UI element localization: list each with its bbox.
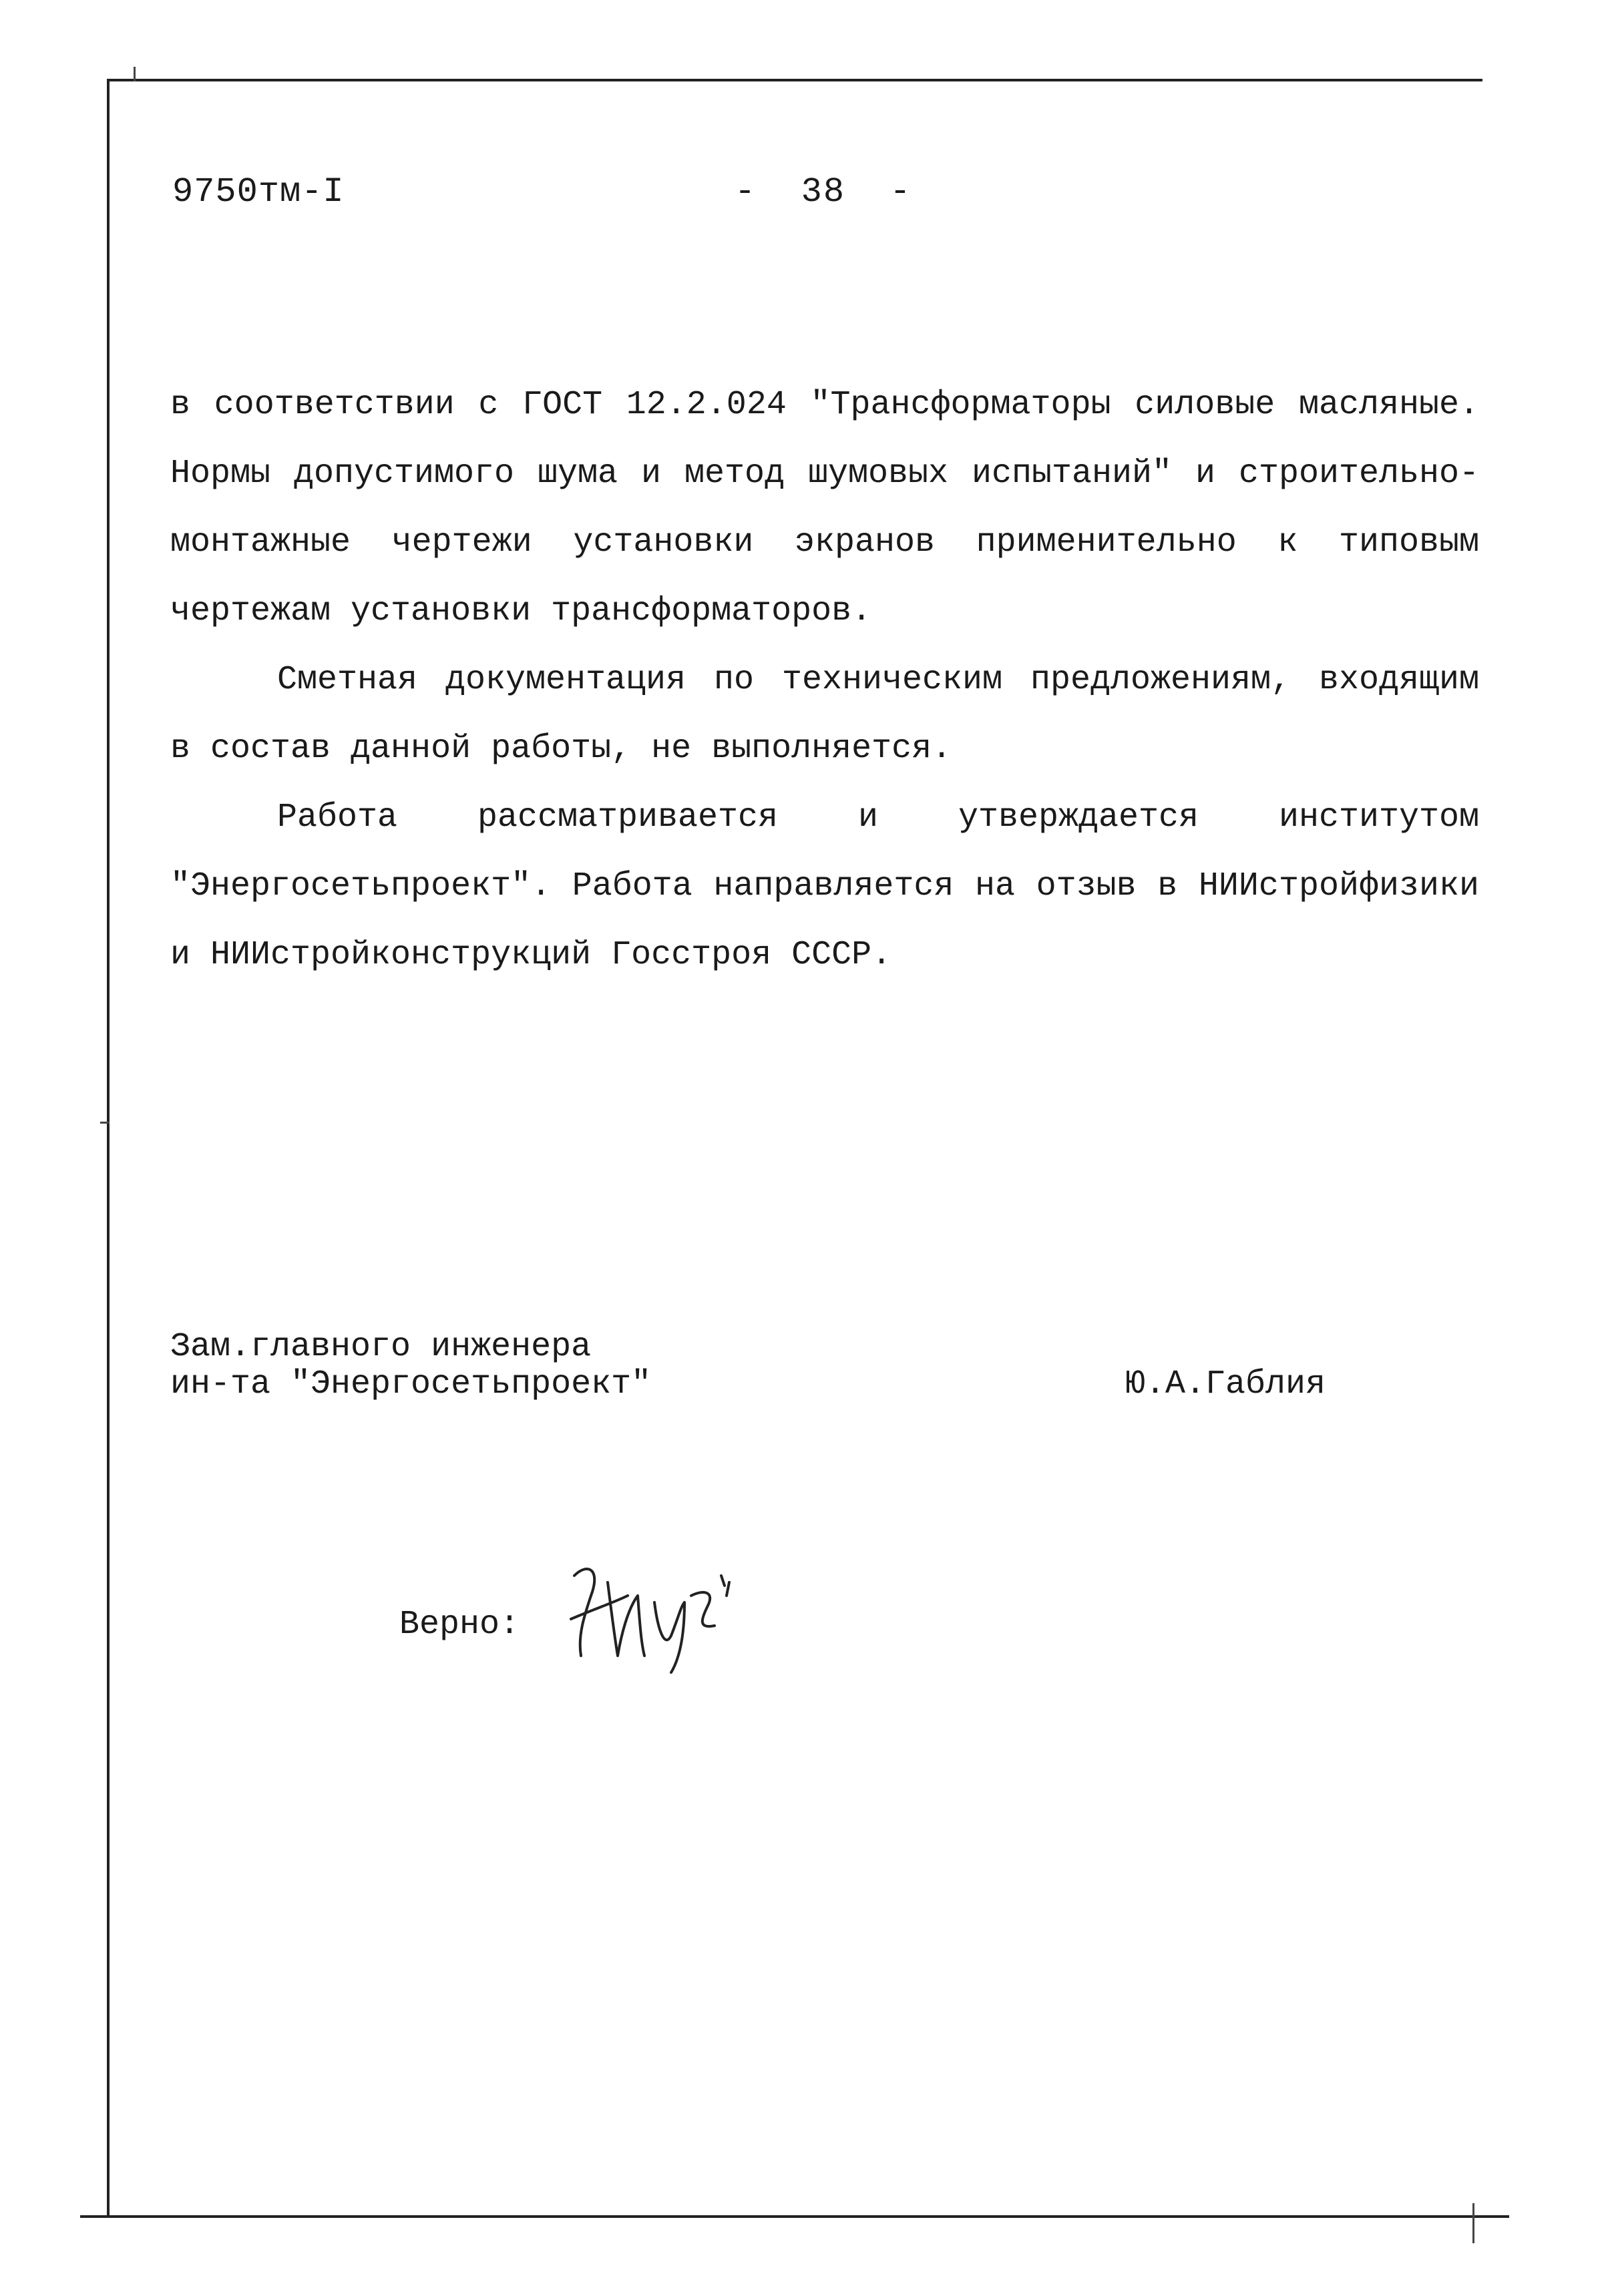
page-frame-top-line (107, 79, 1482, 81)
body-paragraph-1: в соответствии с ГОСТ 12.2.024 "Трансформаторы силовые масляные. Нормы допустимого шума и метод шумовых испытаний" и строительно-монтажные чертежи установки экранов применительно к типовым чертежам установки трансформаторов. (170, 386, 1479, 630)
margin-tick-mark (100, 1122, 110, 1124)
page-frame-bottom-line (80, 2215, 1509, 2218)
certification-label: Верно: (399, 1606, 520, 1644)
margin-tick-mark (1472, 2203, 1474, 2243)
document-body (170, 371, 1479, 989)
page-frame-left-line (107, 79, 110, 2217)
signatory-title-line-2: ин-та "Энергосетьпроект" (170, 1365, 652, 1403)
page-number: - 38 - (735, 172, 912, 212)
handwritten-signature-icon (554, 1556, 755, 1676)
signatory-title (170, 1329, 651, 1403)
signatory-title-line-1: Зам.главного инженера (170, 1328, 592, 1366)
body-paragraph-2: Сметная документация по техническим предложениям, входящим в состав данной работы, не выполняется. (170, 661, 1479, 768)
document-code: 9750тм-I (172, 172, 345, 212)
signatory-name: Ю.А.Габлия (1125, 1365, 1326, 1403)
body-paragraph-3: Работа рассматривается и утверждается институтом "Энергосетьпроект". Работа направляется на отзыв в НИИстройфизики и НИИстройконструкций Госстроя СССР. (170, 798, 1479, 974)
margin-tick-mark (134, 67, 136, 81)
